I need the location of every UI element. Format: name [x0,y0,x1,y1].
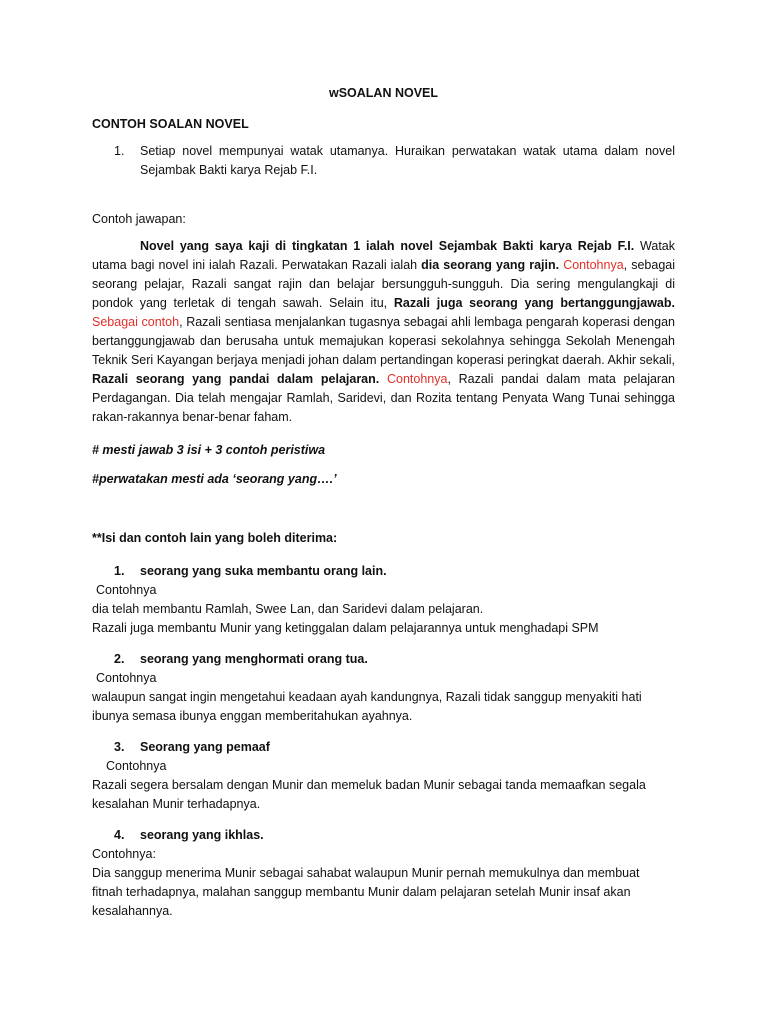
item-line: ibunya semasa ibunya enggan memberitahukan ayahnya. [92,709,413,723]
answer-text: , Razali sentiasa menjalankan tugasnya sebagai ahli lembaga pengarah koperasi dengan bertanggungjawab dan berusaha untuk memajukan koperasi sekolahnya sehingga Sekolah Menengah Teknik Seri Kayangan berjaya menjadi johan dalam pertandingan koperasi peringkat daerah. Akhir sekali, [92,315,675,367]
question-number: 1. [114,144,125,158]
question-item [92,142,675,180]
alternative-item [92,738,675,814]
alternative-item [92,826,675,921]
item-label: Contohnya [96,583,157,597]
item-number: 3. [114,740,125,754]
item-title: Seorang yang pemaaf [140,740,270,754]
item-number: 2. [114,652,125,666]
item-line: fitnah terhadapnya, malahan sanggup membantu Munir dalam pelajaran setelah Munir insaf akan [92,885,631,899]
item-line: Dia sanggup menerima Munir sebagai sahabat walaupun Munir pernah memukulnya dan membuat [92,866,640,880]
answer-heading: Contoh jawapan: [92,212,186,226]
item-title: seorang yang ikhlas. [140,828,264,842]
note-trait-rule: #perwatakan mesti ada ‘seorang yang….’ [92,472,337,486]
answer-intro: Novel yang saya kaji di tingkatan 1 ialah novel Sejambak Bakti karya Rejab F.I. [140,239,635,253]
item-number: 1. [114,564,125,578]
item-line: kesalahan Munir terhadapnya. [92,797,261,811]
item-title: seorang yang suka membantu orang lain. [140,564,387,578]
section-heading: CONTOH SOALAN NOVEL [92,117,249,131]
item-label: Contohnya: [92,847,156,861]
item-line: walaupun sangat ingin mengetahui keadaan ayah kandungnya, Razali tidak sanggup menyakiti hati [92,690,642,704]
answer-text: Watak utama bagi novel ini ialah Razali. Perwatakan Razali ialah [92,239,676,272]
item-line: kesalahannya. [92,904,173,918]
item-number: 4. [114,828,125,842]
item-label: Contohnya [96,671,157,685]
item-title: seorang yang menghormati orang tua. [140,652,368,666]
alternatives-heading: **Isi dan contoh lain yang boleh diterima: [92,531,338,545]
answer-text: , sebagai seorang pelajar, Razali sangat rajin dan belajar bersungguh-sungguh. Dia sering mengulangkaji di pondok yang terletak di tengah sawah. Selain itu, [92,258,676,310]
trait-3: Razali seorang yang pandai dalam pelajaran. [92,372,380,386]
trait-2: Razali juga seorang yang bertanggungjawab. [393,296,675,310]
document-page [92,84,675,921]
item-label: Contohnya [106,759,167,773]
item-line: dia telah membantu Ramlah, Swee Lan, dan Saridevi dalam pelajaran. [92,602,484,616]
note-answer-rule: # mesti jawab 3 isi + 3 contoh peristiwa [92,443,326,457]
document-title: wSOALAN NOVEL [328,86,439,100]
example-marker: Contohnya [563,258,624,272]
item-line: Razali segera bersalam dengan Munir dan memeluk badan Munir sebagai tanda memaafkan segala [92,778,646,792]
example-marker: Contohnya [386,372,448,386]
question-text: Setiap novel mempunyai watak utamanya. Huraikan perwatakan watak utama dalam novel Sejambak Bakti karya Rejab F.I. [140,144,675,177]
trait-1: dia seorang yang rajin. [421,258,560,272]
alternative-item [92,562,675,638]
alternative-item [92,650,675,726]
example-marker: Sebagai contoh [92,315,180,329]
answer-text: , Razali pandai dalam mata pelajaran Perdagangan. Dia telah mengajar Ramlah, Saridevi, dan Rozita tentang Penyata Wang Tunai sehingga rakan-rakannya benar-benar faham. [92,372,675,424]
answer-paragraph [92,237,675,427]
item-line: Razali juga membantu Munir yang ketinggalan dalam pelajarannya untuk menghadapi SPM [92,621,599,635]
